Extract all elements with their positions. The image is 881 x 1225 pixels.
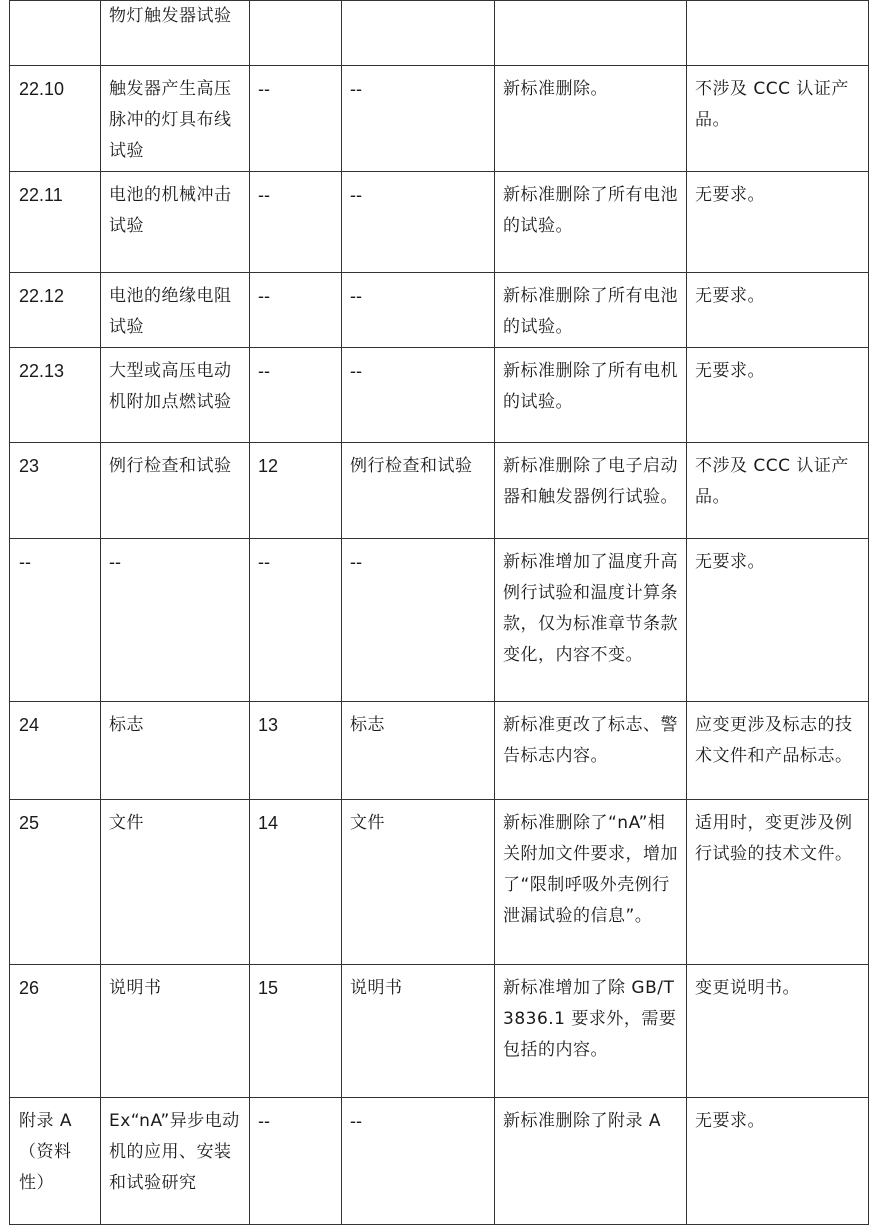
table-row [10,1,869,66]
change-description-cell: 新标准删除了“nA”相关附加文件要求，增加了“限制呼吸外壳例行泄漏试验的信息”。 [495,800,687,965]
old-title-cell: 电池的机械冲击试验 [101,172,250,273]
change-description-cell: 新标准删除了附录 A [495,1098,687,1225]
change-description-cell: 新标准删除了电子启动器和触发器例行试验。 [495,443,687,539]
new-clause-cell: -- [250,172,342,273]
old-clause-cell: -- [10,539,101,702]
table-row [10,800,869,965]
table-row [10,348,869,443]
requirement-cell: 无要求。 [687,539,869,702]
old-clause-cell: 24 [10,702,101,800]
table-row [10,1098,869,1225]
requirement-cell: 无要求。 [687,1098,869,1225]
old-title-cell: 文件 [101,800,250,965]
requirement-cell [687,1,869,66]
old-clause-cell: 22.13 [10,348,101,443]
standard-comparison-table [9,0,869,1225]
old-title-cell: 说明书 [101,965,250,1098]
new-clause-cell: -- [250,539,342,702]
table-row [10,443,869,539]
table-row [10,66,869,172]
new-title-cell: -- [342,539,495,702]
new-clause-cell: 14 [250,800,342,965]
new-title-cell: 说明书 [342,965,495,1098]
old-clause-cell: 附录 A（资料性） [10,1098,101,1225]
new-title-cell: -- [342,273,495,348]
table-row [10,172,869,273]
new-title-cell: -- [342,172,495,273]
requirement-cell: 不涉及 CCC 认证产品。 [687,66,869,172]
new-title-cell: 文件 [342,800,495,965]
new-clause-cell: 13 [250,702,342,800]
change-description-cell [495,1,687,66]
old-clause-cell: 25 [10,800,101,965]
new-clause-cell: -- [250,348,342,443]
new-title-cell: -- [342,66,495,172]
new-clause-cell: 15 [250,965,342,1098]
old-title-cell: 电池的绝缘电阻试验 [101,273,250,348]
old-clause-cell: 23 [10,443,101,539]
new-clause-cell: -- [250,66,342,172]
new-title-cell: 例行检查和试验 [342,443,495,539]
old-title-cell: 触发器产生高压脉冲的灯具布线试验 [101,66,250,172]
old-title-cell: Ex“nA”异步电动机的应用、安装和试验研究 [101,1098,250,1225]
change-description-cell: 新标准更改了标志、警告标志内容。 [495,702,687,800]
new-title-cell [342,1,495,66]
table-body [10,1,869,1225]
requirement-cell: 应变更涉及标志的技术文件和产品标志。 [687,702,869,800]
old-clause-cell: 22.11 [10,172,101,273]
old-title-cell: 标志 [101,702,250,800]
change-description-cell: 新标准删除了所有电池的试验。 [495,273,687,348]
requirement-cell: 不涉及 CCC 认证产品。 [687,443,869,539]
old-title-cell: 物灯触发器试验 [101,1,250,66]
change-description-cell: 新标准删除了所有电池的试验。 [495,172,687,273]
change-description-cell: 新标准删除。 [495,66,687,172]
requirement-cell: 无要求。 [687,273,869,348]
table-row [10,273,869,348]
old-clause-cell: 22.12 [10,273,101,348]
table-row [10,965,869,1098]
requirement-cell: 无要求。 [687,348,869,443]
new-title-cell: -- [342,348,495,443]
table-row [10,702,869,800]
old-title-cell: -- [101,539,250,702]
requirement-cell: 适用时，变更涉及例行试验的技术文件。 [687,800,869,965]
old-clause-cell: 22.10 [10,66,101,172]
change-description-cell: 新标准增加了除 GB/T 3836.1 要求外，需要包括的内容。 [495,965,687,1098]
old-title-cell: 大型或高压电动机附加点燃试验 [101,348,250,443]
new-clause-cell [250,1,342,66]
requirement-cell: 无要求。 [687,172,869,273]
new-clause-cell: -- [250,273,342,348]
new-clause-cell: -- [250,1098,342,1225]
change-description-cell: 新标准增加了温度升高例行试验和温度计算条款，仅为标准章节条款变化，内容不变。 [495,539,687,702]
change-description-cell: 新标准删除了所有电机的试验。 [495,348,687,443]
table-row [10,539,869,702]
new-title-cell: 标志 [342,702,495,800]
old-clause-cell: 26 [10,965,101,1098]
old-title-cell: 例行检查和试验 [101,443,250,539]
new-clause-cell: 12 [250,443,342,539]
requirement-cell: 变更说明书。 [687,965,869,1098]
new-title-cell: -- [342,1098,495,1225]
old-clause-cell [10,1,101,66]
